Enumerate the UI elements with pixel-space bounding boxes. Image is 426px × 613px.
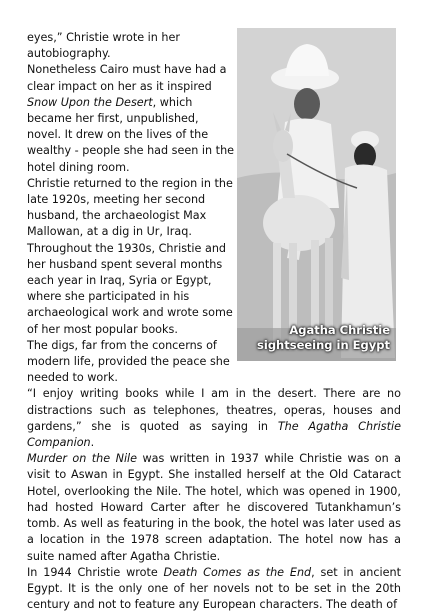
caption-line-2: sightseeing in Egypt xyxy=(257,338,390,352)
text: In 1944 Christie wrote xyxy=(27,565,164,579)
text: was written in 1937 while Christie was on a visit to Aswan in Egypt. She installed herself at the Old Cataract Hotel, overlooking the Nile. The hotel, which was opened in 1900, had hosted Howard Carter after he discovered Tutankhamun’s tomb. As well as featuring in the book, the hotel was later used as a location in the 1978 screen adaptation. The hotel now has a suite named after Agatha Christie. xyxy=(27,452,401,563)
text: eyes,” Christie wrote in her autobiography. xyxy=(27,31,180,61)
text: “I enjoy writing books while I am in the desert. There are no distractions such as telephones, theatres, operas, houses and gardens,” she is quoted as saying in xyxy=(27,387,401,433)
text: , which became her first, unpublished, novel. It drew on the lives of the wealthy - people she had seen in the hotel dining room. xyxy=(27,95,235,174)
text: Nonetheless Cairo must have had a clear impact on her as it inspired xyxy=(27,63,227,93)
paragraph-mallowan xyxy=(27,176,235,338)
novel-title: Snow Upon the Desert xyxy=(27,95,153,109)
paragraph-1944 xyxy=(27,565,401,613)
text: , set in ancient Egypt. It is the only one of her novels not to be set in the 20th century and not to feature any European characters. The death of xyxy=(27,565,401,612)
text: Christie returned to the region in the late 1920s, meeting her second husband, the archaeologist Max Mallowan, at a dig in Ur, Iraq. Throughout the 1930s, Christie and her husband spent several months each year in Iraq, Syria or Egypt, where she participated in his archaeological work and wrote some of her most popular books. xyxy=(27,176,233,336)
book-title: The Agatha Christie Companion xyxy=(27,419,401,450)
article-body xyxy=(27,30,401,613)
text: . xyxy=(90,436,95,450)
paragraph-nile xyxy=(27,451,401,564)
paragraph-autobiography xyxy=(27,30,235,62)
text: The digs, far from the concerns of modern life, provided the peace she needed to work. xyxy=(27,338,230,385)
paragraph-cairo xyxy=(27,62,235,175)
paragraph-quote xyxy=(27,386,401,451)
novel-title: Murder on the Nile xyxy=(27,452,138,466)
caption-line-1: Agatha Christie xyxy=(289,323,390,337)
novel-title: Death Comes as the End xyxy=(163,565,312,579)
paragraph-digs xyxy=(27,338,235,387)
